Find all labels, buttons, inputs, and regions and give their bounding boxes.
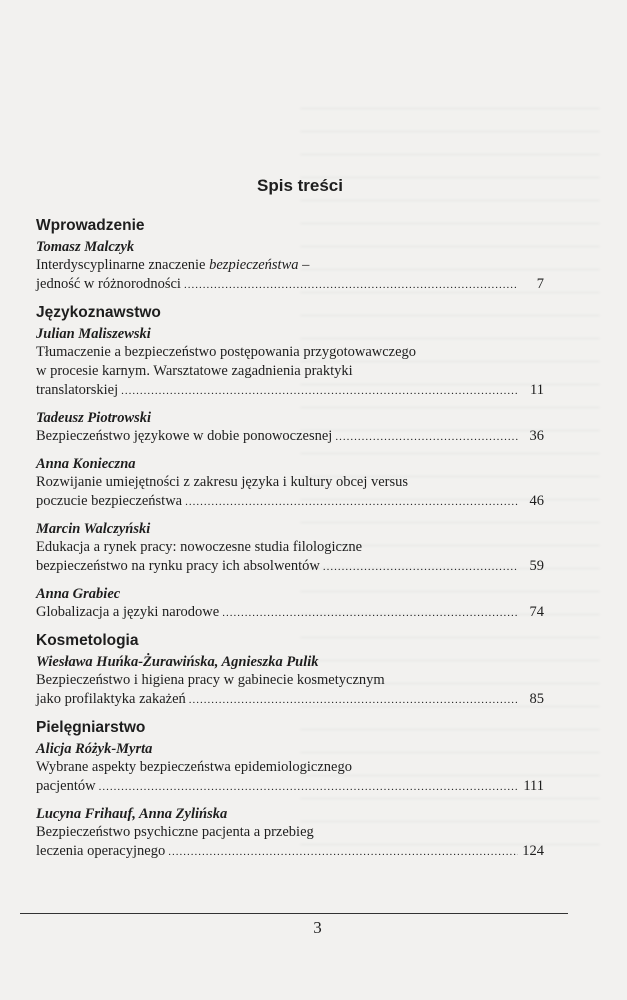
entry-title-line: Interdyscyplinarne znaczenie bezpieczeństwa –	[36, 257, 310, 273]
entry-page-number: 124	[522, 843, 544, 859]
entry-final-line	[36, 381, 544, 401]
entry-page-number: 7	[536, 276, 544, 292]
entry-title-line: Wybrane aspekty bezpieczeństwa epidemiologicznego	[36, 759, 352, 775]
toc-entry[interactable]	[36, 325, 544, 401]
entry-author: Tadeusz Piotrowski	[36, 410, 152, 426]
toc-entry[interactable]	[36, 805, 544, 862]
toc-entry[interactable]	[36, 455, 544, 512]
entry-title-line: jedność w różnorodności	[36, 276, 181, 292]
dot-leader	[323, 558, 518, 577]
entry-page-number: 46	[529, 493, 544, 509]
entry-final-line	[36, 275, 544, 295]
table-of-contents	[36, 176, 544, 870]
toc-entry[interactable]	[36, 740, 544, 797]
entry-title-line: jako profilaktyka zakażeń	[36, 691, 186, 707]
toc-entry[interactable]	[36, 409, 544, 447]
entry-author: Wiesława Huńka-Żurawińska, Agnieszka Pulik	[36, 654, 319, 670]
toc-entry[interactable]	[36, 585, 544, 623]
entry-title-line: Edukacja a rynek pracy: nowoczesne studia filologiczne	[36, 539, 363, 555]
toc-body	[36, 216, 544, 862]
entry-title-line: Tłumaczenie a bezpieczeństwo postępowania przygotowawczego	[36, 344, 417, 360]
entry-page-number: 59	[529, 558, 544, 574]
entry-title-line: Bezpieczeństwo i higiena pracy w gabinecie kosmetycznym	[36, 672, 385, 688]
entry-author: Lucyna Frihauf, Anna Zylińska	[36, 806, 228, 822]
dot-leader	[168, 843, 518, 862]
dot-leader	[99, 778, 518, 797]
dot-leader	[185, 493, 518, 512]
entry-author: Anna Konieczna	[36, 456, 136, 472]
entry-author: Julian Maliszewski	[36, 326, 151, 342]
section-heading: Pielęgniarstwo	[36, 719, 146, 736]
entry-page-number: 36	[529, 428, 544, 444]
toc-section	[36, 303, 544, 623]
entry-title-line: pacjentów	[36, 778, 96, 794]
entry-final-line	[36, 427, 544, 447]
section-heading: Językoznawstwo	[36, 304, 161, 321]
entry-final-line	[36, 842, 544, 862]
entry-title-line: Bezpieczeństwo językowe w dobie ponowoczesnej	[36, 428, 333, 444]
entry-author: Alicja Różyk-Myrta	[36, 741, 153, 757]
entry-author: Tomasz Malczyk	[36, 239, 135, 255]
toc-section	[36, 216, 544, 295]
page-number: 3	[313, 918, 322, 937]
entry-title-line: Globalizacja a języki narodowe	[36, 604, 220, 620]
toc-entry[interactable]	[36, 520, 544, 577]
section-heading: Wprowadzenie	[36, 217, 145, 234]
entry-title-line: bezpieczeństwo na rynku pracy ich absolwentów	[36, 558, 320, 574]
toc-section	[36, 631, 544, 710]
entry-page-number: 111	[523, 778, 544, 794]
page-title: Spis treści	[257, 176, 343, 195]
dot-leader	[189, 691, 518, 710]
section-heading: Kosmetologia	[36, 632, 139, 649]
entry-page-number: 11	[530, 382, 544, 398]
entry-page-number: 85	[529, 691, 544, 707]
dot-leader	[184, 276, 518, 295]
toc-entry[interactable]	[36, 238, 544, 295]
entry-title-line: leczenia operacyjnego	[36, 843, 166, 859]
entry-author: Anna Grabiec	[36, 586, 121, 602]
entry-final-line	[36, 690, 544, 710]
entry-final-line	[36, 603, 544, 623]
entry-page-number: 74	[529, 604, 544, 620]
emphasized-word: bezpieczeństwa	[209, 257, 299, 273]
dot-leader	[335, 428, 518, 447]
entry-title-line: w procesie karnym. Warsztatowe zagadnienia praktyki	[36, 363, 353, 379]
entry-title-line: translatorskiej	[36, 382, 119, 398]
entry-final-line	[36, 492, 544, 512]
dot-leader	[222, 604, 518, 623]
entry-final-line	[36, 777, 544, 797]
entry-title-line: Rozwijanie umiejętności z zakresu języka i kultury obcej versus	[36, 474, 409, 490]
toc-section	[36, 718, 544, 862]
entry-title-line: Bezpieczeństwo psychiczne pacjenta a przebieg	[36, 824, 314, 840]
entry-title-line: poczucie bezpieczeństwa	[36, 493, 183, 509]
footer-rule	[20, 913, 568, 914]
entry-final-line	[36, 557, 544, 577]
entry-author: Marcin Walczyński	[36, 521, 151, 537]
toc-entry[interactable]	[36, 653, 544, 710]
dot-leader	[121, 382, 518, 401]
